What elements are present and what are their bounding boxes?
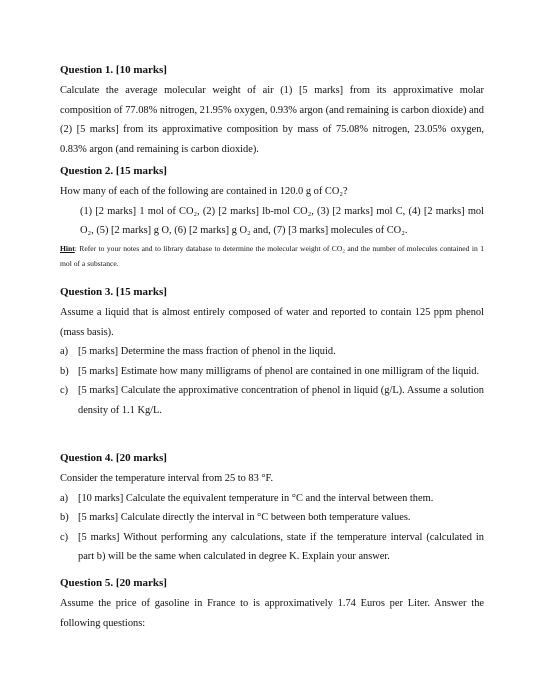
question-4-intro: Consider the temperature interval from 25 to 83 °F. [60, 473, 274, 484]
question-2-list: (1) [2 marks] 1 mol of CO₂, (2) [2 marks] lb-mol CO₂, (3) [2 marks] mol C, (4) [2 marks] mol O₂, (5) [2 marks] g O, (6) [2 marks] g O₂ and, (7) [3 marks] molecules of CO₂. [80, 205, 484, 237]
item-label: b) [60, 365, 69, 377]
item-text: [5 marks] Estimate how many milligrams of phenol are contained in one milligram of the liquid. [78, 365, 480, 377]
question-4-item-b [60, 508, 484, 528]
question-5 [60, 576, 484, 633]
question-4-item-a [60, 489, 484, 509]
hint-label: Hint [60, 243, 75, 253]
question-3 [60, 285, 484, 421]
question-2-title: Question 2. [15 marks] [60, 165, 167, 177]
question-5-title: Question 5. [20 marks] [60, 577, 167, 589]
item-label: c) [60, 385, 69, 397]
item-text: [5 marks] Determine the mass fraction of phenol in the liquid. [78, 346, 336, 358]
question-4-title: Question 4. [20 marks] [60, 452, 167, 464]
question-5-intro: Assume the price of gasoline in France to is approximatively 1.74 Euros per Liter. Answer the following questions: [60, 598, 484, 629]
question-1-body: Calculate the average molecular weight of air (1) [5 marks] from its approximative molar composition of 77.08% nitrogen, 21.95% oxygen, 0.93% argon (and remaining is carbon dioxide) and (2) [5 marks] from its approximative composition by mass of 75.08% nitrogen, 23.05% oxygen, 0.83% argon (and remaining is carbon dioxide). [60, 85, 485, 155]
item-text: [5 marks] Calculate directly the interval in °C between both temperature values. [78, 512, 411, 524]
question-1-title: Question 1. [10 marks] [60, 64, 167, 76]
item-label: a) [60, 346, 69, 358]
item-label: c) [60, 531, 69, 543]
hint-text: : Refer to your notes and to library database to determine the molecular weight of CO₂ and the number of molecules contained in 1 mol of a substance. [60, 243, 484, 268]
question-1 [60, 63, 484, 159]
question-3-item-c [60, 381, 484, 420]
item-label: b) [60, 512, 69, 524]
item-text: [10 marks] Calculate the equivalent temperature in °C and the interval between them. [78, 492, 434, 504]
question-3-item-b [60, 362, 484, 382]
item-text: [5 marks] Calculate the approximative concentration of phenol in liquid (g/L). Assume a solution density of 1.1 Kg/L. [78, 385, 484, 416]
item-text: [5 marks] Without performing any calculations, state if the temperature interval (calculated in part b) will be the same when calculated in degree K. Explain your answer. [78, 531, 484, 563]
question-3-intro: Assume a liquid that is almost entirely composed of water and reported to contain 125 ppm phenol (mass basis). [60, 307, 484, 338]
question-2-intro: How many of each of the following are contained in 120.0 g of CO₂? [60, 186, 348, 197]
question-2-hint [60, 241, 484, 271]
question-2 [60, 164, 484, 271]
question-3-title: Question 3. [15 marks] [60, 286, 167, 298]
item-label: a) [60, 492, 69, 504]
question-3-item-a [60, 342, 484, 362]
question-4-item-c [60, 528, 484, 567]
question-4 [60, 451, 484, 567]
